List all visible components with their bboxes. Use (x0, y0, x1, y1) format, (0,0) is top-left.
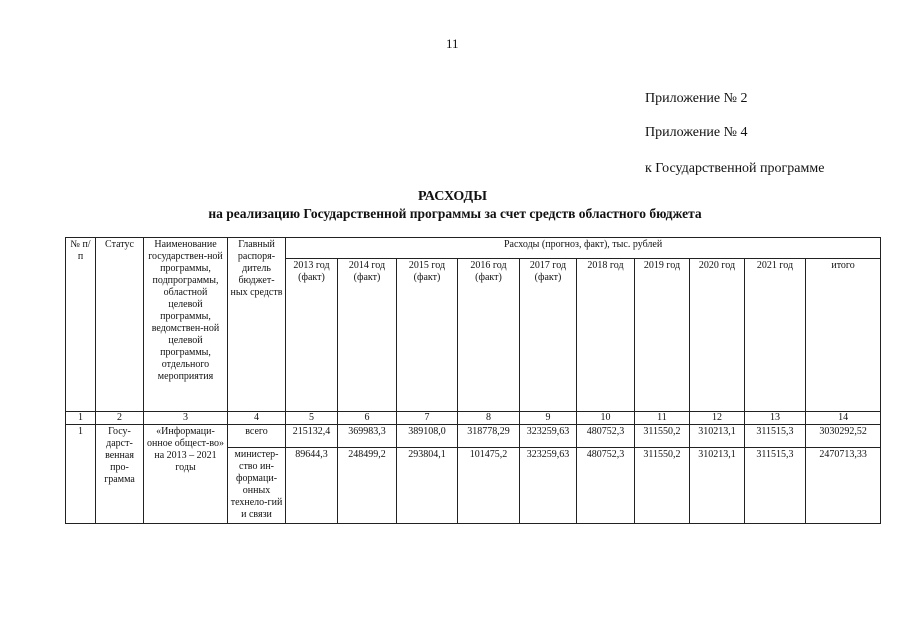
cell-value: 318778,29 (458, 425, 520, 448)
header-admin: Главный распоря-дитель бюджет-ных средств (228, 238, 286, 412)
row-status: Госу-дарст-венная про-грамма (96, 425, 144, 524)
cell-value: 311515,3 (745, 425, 806, 448)
cell-total: 2470713,33 (806, 448, 881, 524)
column-number: 8 (458, 412, 520, 425)
appendix-line-1: Приложение № 2 (645, 91, 748, 106)
cell-value: 311550,2 (635, 425, 690, 448)
cell-value: 369983,3 (338, 425, 397, 448)
cell-total: 3030292,52 (806, 425, 881, 448)
column-number: 12 (690, 412, 745, 425)
header-total: итого (806, 259, 881, 412)
cell-value: 215132,4 (286, 425, 338, 448)
cell-value: 311515,3 (745, 448, 806, 524)
document-title: РАСХОДЫ (418, 189, 487, 204)
document-subtitle: на реализацию Государственной программы за счет средств областного бюджета (208, 206, 702, 221)
column-number: 1 (66, 412, 96, 425)
row-number: 1 (66, 425, 96, 524)
cell-value: 310213,1 (690, 425, 745, 448)
row-program-name: «Информаци-онное общест-во» на 2013 – 2021 годы (144, 425, 228, 524)
header-year: 2016 год (факт) (458, 259, 520, 412)
header-year: 2017 год (факт) (520, 259, 577, 412)
cell-value: 389108,0 (397, 425, 458, 448)
cell-value: 323259,63 (520, 448, 577, 524)
header-year: 2015 год (факт) (397, 259, 458, 412)
column-number: 4 (228, 412, 286, 425)
cell-value: 323259,63 (520, 425, 577, 448)
header-year: 2018 год (577, 259, 635, 412)
header-name: Наименование государствен-ной программы, подпрограммы, областной целевой программы, ведомствен-ной целевой программы, отдельного мероприятия (144, 238, 228, 412)
cell-value: 101475,2 (458, 448, 520, 524)
appendix-line-2: Приложение № 4 (645, 125, 748, 140)
cell-value: 480752,3 (577, 448, 635, 524)
cell-value: 89644,3 (286, 448, 338, 524)
column-number: 2 (96, 412, 144, 425)
column-number: 13 (745, 412, 806, 425)
header-year: 2020 год (690, 259, 745, 412)
column-number: 7 (397, 412, 458, 425)
cell-value: 293804,1 (397, 448, 458, 524)
header-expenses: Расходы (прогноз, факт), тыс. рублей (286, 238, 881, 259)
column-number: 11 (635, 412, 690, 425)
header-year: 2013 год (факт) (286, 259, 338, 412)
column-number: 10 (577, 412, 635, 425)
column-number: 9 (520, 412, 577, 425)
header-year: 2021 год (745, 259, 806, 412)
table-row (66, 425, 881, 448)
appendix-line-3: к Государственной программе (645, 161, 825, 176)
page-number: 11 (446, 36, 459, 51)
expenses-table (65, 237, 881, 524)
cell-value: 248499,2 (338, 448, 397, 524)
row-admin: всего (228, 425, 286, 448)
column-number: 14 (806, 412, 881, 425)
header-year: 2014 год (факт) (338, 259, 397, 412)
cell-value: 310213,1 (690, 448, 745, 524)
header-year: 2019 год (635, 259, 690, 412)
row-admin: министер-ство ин-формаци-онных технело-гий и связи (228, 448, 286, 524)
column-number: 5 (286, 412, 338, 425)
cell-value: 480752,3 (577, 425, 635, 448)
header-num: № п/п (66, 238, 96, 412)
column-number: 3 (144, 412, 228, 425)
column-number: 6 (338, 412, 397, 425)
header-status: Статус (96, 238, 144, 412)
cell-value: 311550,2 (635, 448, 690, 524)
